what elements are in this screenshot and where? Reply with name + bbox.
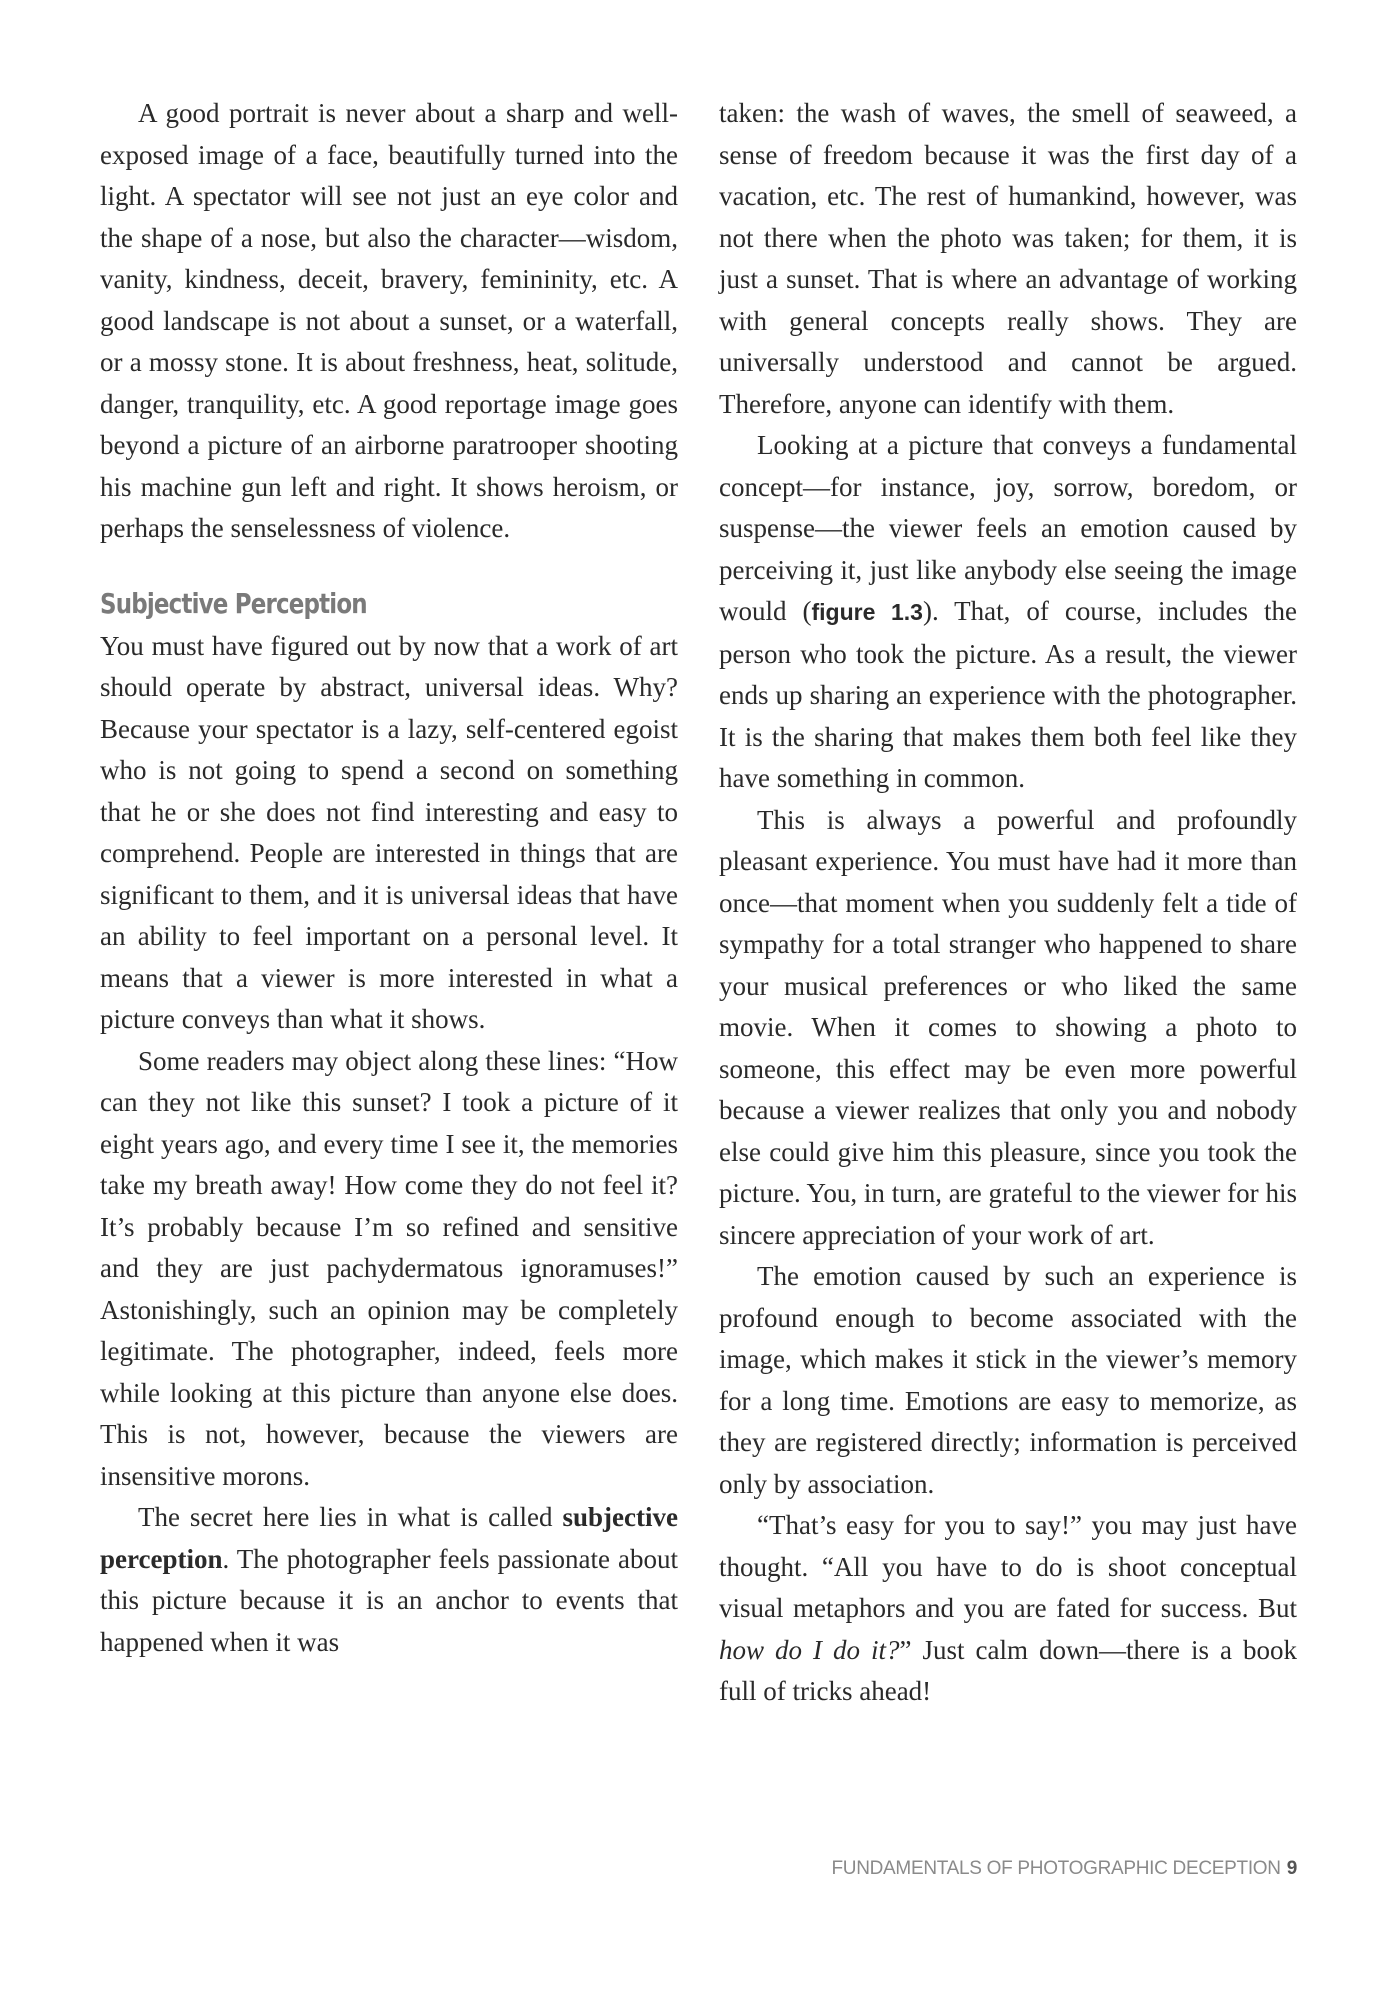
left-column [100,93,678,1663]
text-run: “That’s easy for you to say!” you may just have thought. “All you have to do is shoot conceptual visual metaphors and you are fated for success. But [719,1510,1297,1623]
text-run: Looking at a picture that conveys a fundamental concept—for instance, joy, sorrow, boredom, or suspense—the viewer feels an emotion caused by perceiving it, just like anybody else seeing the image would ( [719,430,1297,626]
page-number: 9 [1286,1858,1297,1879]
text-run: ). That, of course, includes the person who took the picture. As a result, the viewer ends up sharing an experience with the photographer. It is the sharing that makes them both feel like they have something in common. [719,596,1297,793]
italic-phrase: how do I do it? [719,1634,900,1665]
paragraph-abstract-ideas: You must have figured out by now that a work of art should operate by abstract, universal ideas. Why? Because your spectator is a lazy, self-centered egoist who is not going to spend a second on something that he or she does not find interesting and easy to comprehend. People are interested in things that are significant to them, and it is universal ideas that have an ability to feel important on a personal level. It means that a viewer is more interested in what a picture conveys than what it shows. [100,630,678,1034]
paragraph-subjective-perception [100,1497,678,1663]
bold-term: subjective perception [100,1502,678,1574]
figure-reference: figure 1.3 [811,599,923,625]
paragraph-shared-experience: This is always a powerful and profoundly pleasant experience. You must have had it more than once—that moment when you suddenly felt a tide of sympathy for a total stranger who happened to share your musical preferences or who liked the same movie. When it comes to showing a photo to someone, this effect may be even more powerful because a viewer realizes that only you and nobody else could give him this pleasure, since you took the picture. You, in turn, are grateful to the viewer for his sincere appreciation of your work of art. [719,804,1297,1250]
paragraph-portrait: A good portrait is never about a sharp and well-exposed image of a face, beautifully turned into the light. A spectator will see not just an eye color and the shape of a nose, but also the character—wisdom, vanity, kindness, deceit, bravery, femininity, etc. A good landscape is not about a sunset, or a waterfall, or a mossy stone. It is about freshness, heat, solitude, danger, tranquility, etc. A good reportage image goes beyond a picture of an airborne paratrooper shooting his machine gun left and right. It shows heroism, or perhaps the senselessness of violence. [100,98,678,543]
paragraph-emotion: The emotion caused by such an experience is profound enough to become associated with the image, which makes it stick in the viewer’s memory for a long time. Emotions are easy to memorize, as they are registered directly; information is perceived only by association. [719,1261,1297,1499]
paragraph-easy-to-say [719,1505,1297,1713]
text-run: The secret here lies in what is called [138,1502,563,1532]
paragraph-reader-objection: Some readers may object along these lines: “How can they not like this sunset? I took a picture of it eight years ago, and every time I see it, the memories take my breath away! How come they do not feel it? It’s probably because I’m so refined and sensitive and they are just pachydermatous ignoramuses!” Astonishingly, such an opinion may be completely legitimate. The photographer, indeed, feels more while looking at this picture than anyone else does. This is not, however, because the viewers are insensitive morons. [100,1045,678,1491]
text-run: . The photographer feels passionate about this picture because it is an anchor to events that happened when it was [100,1543,678,1657]
paragraph-fundamental-concept [719,425,1297,800]
text-run: ” Just calm down—there is a book full of tricks ahead! [719,1634,1297,1706]
paragraph-continuation: taken: the wash of waves, the smell of seaweed, a sense of freedom because it was the first day of a vacation, etc. The rest of humankind, however, was not there when the photo was taken; for them, it is just a sunset. That is where an advantage of working with general concepts really shows. They are universally understood and cannot be argued. Therefore, anyone can identify with them. [719,98,1297,419]
right-column [719,93,1297,1713]
running-title: FUNDAMENTALS OF PHOTOGRAPHIC DECEPTION [831,1858,1281,1879]
page-footer [831,1858,1297,1880]
section-heading: Subjective Perception [100,586,367,620]
